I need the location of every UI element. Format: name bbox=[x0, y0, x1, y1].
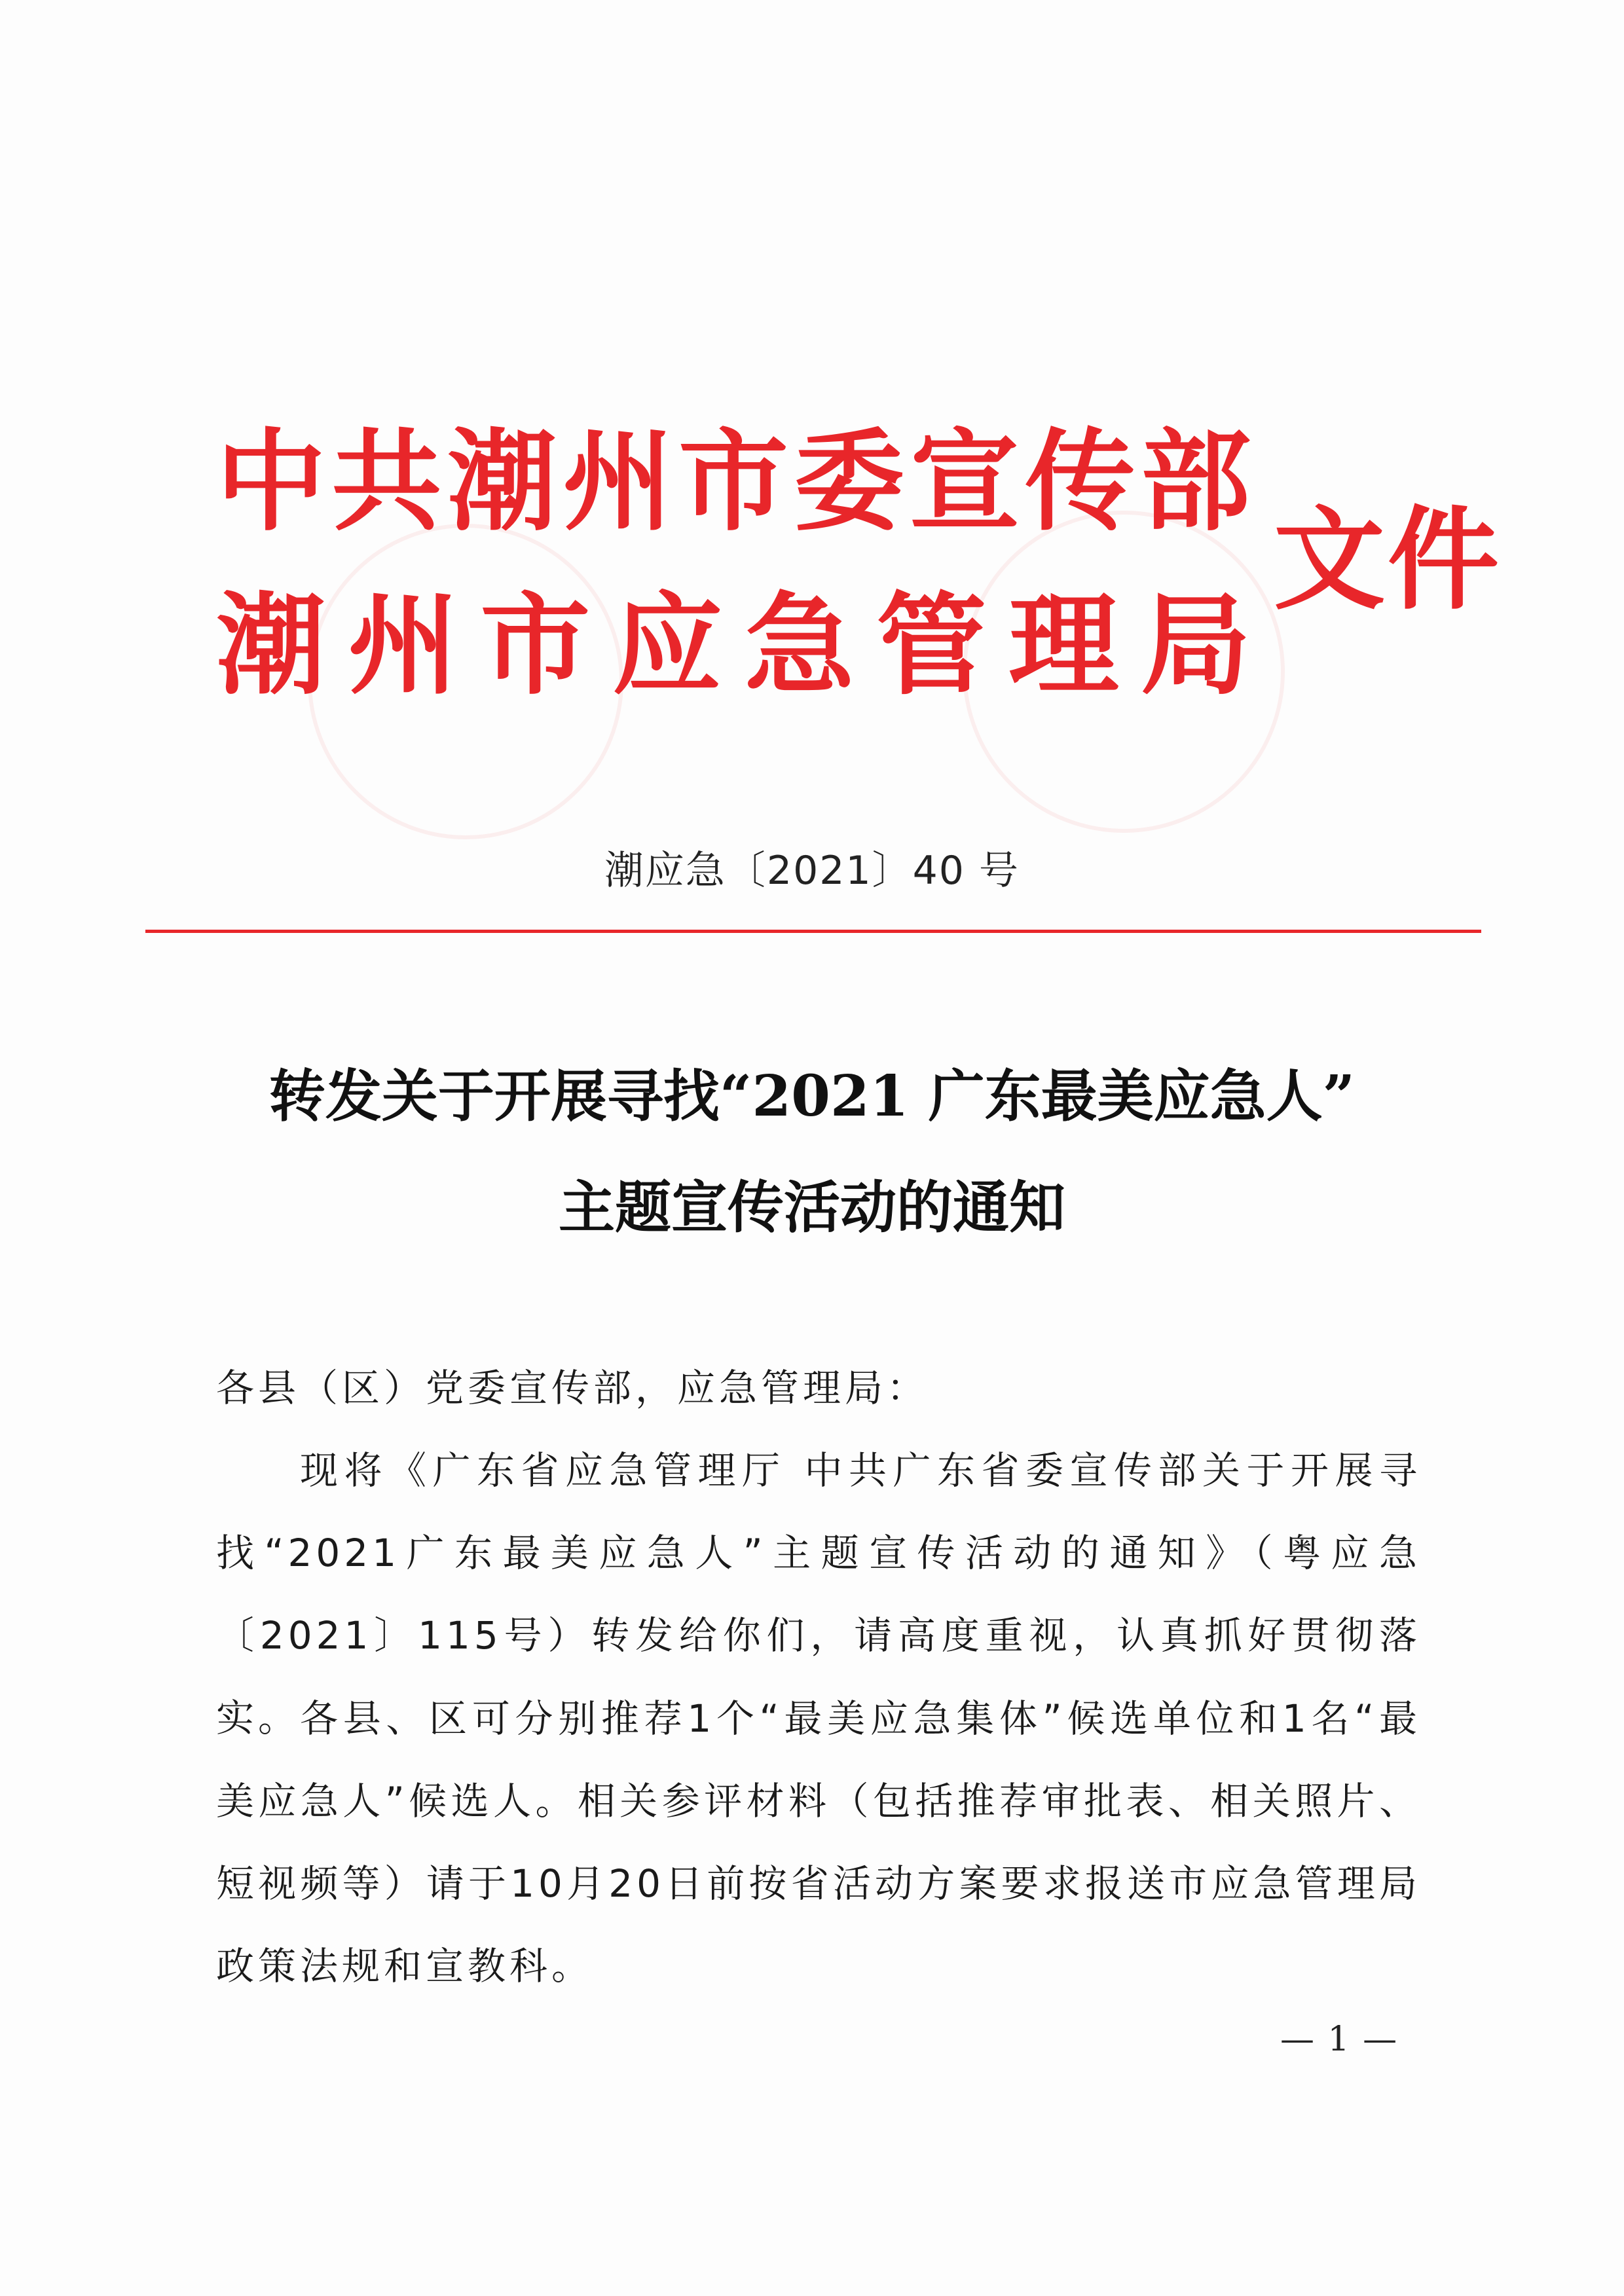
issuer-1-char: 共 bbox=[331, 416, 442, 546]
issuer-2-char: 管 bbox=[876, 580, 987, 710]
issuer-line-2 bbox=[216, 580, 1251, 710]
issuer-2-char: 市 bbox=[480, 580, 591, 710]
issuer-1-char: 委 bbox=[794, 416, 904, 546]
issuer-1-char: 传 bbox=[1025, 416, 1135, 546]
issuer-line-1 bbox=[216, 416, 1251, 546]
document-title-line-1: 转发关于开展寻找“2021 广东最美应急人” bbox=[268, 1063, 1356, 1129]
issuer-1-char: 宣 bbox=[910, 416, 1020, 546]
salutation: 各县（区）党委宣传部，应急管理局： bbox=[216, 1366, 929, 1410]
issuer-1-char: 潮 bbox=[447, 416, 557, 546]
issuer-2-char: 理 bbox=[1008, 580, 1119, 710]
body-paragraph-1: 现将《广东省应急管理厅 中共广东省委宣传部关于开展寻找“2021广东最美应急人”主题宣传活动的通知》（粤应急〔2021〕115号）转发给你们，请高度重视，认真抓好贯彻落实。 bbox=[216, 1448, 1421, 1740]
issuer-2-char: 急 bbox=[744, 580, 855, 710]
issuer-1-char: 州 bbox=[563, 416, 673, 546]
issuer-2-char: 局 bbox=[1140, 580, 1251, 710]
document-title-line-2: 主题宣传活动的通知 bbox=[559, 1175, 1065, 1241]
red-divider-line bbox=[145, 930, 1481, 933]
document-number: 潮应急〔2021〕40 号 bbox=[604, 848, 1020, 894]
page-number: — 1 — bbox=[1280, 2020, 1399, 2059]
issuer-2-char: 潮 bbox=[216, 580, 326, 710]
issuer-1-char: 部 bbox=[1141, 416, 1251, 546]
document-type-label: 文件 bbox=[1274, 494, 1502, 625]
issuer-1-char: 中 bbox=[216, 416, 326, 546]
issuer-2-char: 应 bbox=[612, 580, 723, 710]
issuer-1-char: 市 bbox=[678, 416, 788, 546]
body-paragraph-2: 各县、区可分别推荐1个“最美应急集体”候选单位和1名“最美应急人”候选人。相关参评材料（包括推荐审批表、相关照片、短视频等）请于10月20日前按省活动方案要求报送市应急管理局政策法规和宣教科。 bbox=[216, 1696, 1421, 1988]
issuer-2-char: 州 bbox=[348, 580, 458, 710]
